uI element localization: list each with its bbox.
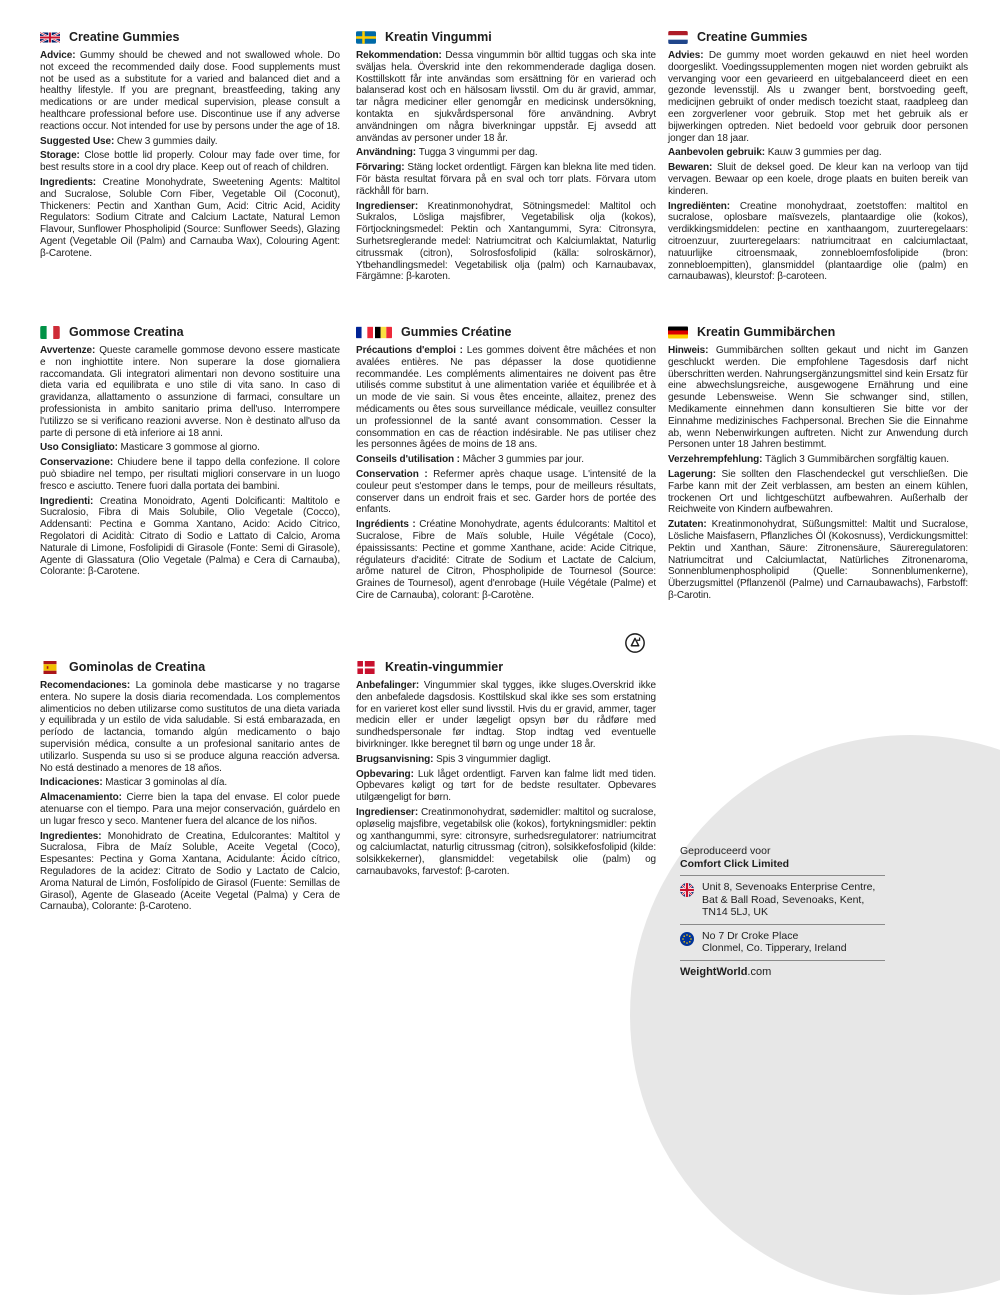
section-header (40, 30, 340, 44)
section-header (356, 325, 656, 339)
advice-text: Rekommendation: Dessa vingummin bör alltid tuggas och ska inte sväljas hela. Överskrid inte den rekommenderade dagliga dosen. Kosttillskott får inte användas som ersättning för en varierad och balanserad kost och en hälsosam livsstil. Om du är gravid, ammar, tar några mediciner eller genomgår en medicinsk undersökning, kontakta en sjukvårdspersonal före användning. Avbryt användningen om några biverkningar uppstår. Ej avsedd att användas av personer under 18 år. (356, 50, 656, 144)
storage-text: Conservation : Refermer après chaque usage. L'intensité de la couleur peut s'estomper dans le temps, pour de meilleurs résultats, conserver dans un endroit frais et sec. Garder hors de portée des enfants. (356, 468, 656, 516)
netherlands-flag-icon (668, 31, 688, 44)
triman-recycle-icon (624, 632, 646, 654)
denmark-flag-icon (356, 661, 376, 674)
ingredients-label: Zutaten: (668, 519, 707, 531)
storage-text: Almacenamiento: Cierre bien la tapa del envase. El color puede atenuarse con el tiempo. Para una mejor conservación, guárdelo en un lugar fresco y seco. Mantener fuera del alcance de los niños. (40, 792, 341, 827)
section-title: Gommose Creatina (69, 325, 184, 339)
ingredients-label: Ingredients: (40, 176, 97, 188)
storage-label: Conservazione: (40, 457, 114, 469)
storage-label: Förvaring: (356, 162, 405, 174)
section-header (356, 660, 656, 674)
ingredients-text: Zutaten: Kreatinmonohydrat, Süßungsmittel: Maltit und Sucralose, Lösliche Maisfasern, Pflanzliches Öl (Kokosnuss), Verdickungsmittel: Pektin und Xanthan, Säure: Zitronensäure, Säureregulatoren: Natriumcitrat und Calciumlactat, Natürliches Zitronenaroma, Sonnenblumenphospholipid (Quelle: Sonnenblumenkerne), Überzugsmittel (Pflanzenöl (Palme) und Carnaubawachs), Farbstoff: β-Carotin. (668, 519, 968, 601)
section-italian (40, 325, 340, 581)
storage-text: Bewaren: Sluit de deksel goed. De kleur kan na verloop van tijd vervagen. Bewaar op een koele, droge plaats en buiten bereik van kinderen. (668, 162, 968, 197)
section-swedish (356, 30, 656, 286)
section-title: Kreatin Gummibärchen (697, 325, 836, 339)
advice-label: Rekommendation: (356, 50, 442, 61)
section-german (668, 325, 968, 605)
italy-flag-icon (40, 326, 60, 339)
section-header (40, 660, 340, 674)
ingredients-text: Ingredientes: Monohidrato de Creatina, Edulcorantes: Maltitol y Sucralosa, Fibra de Maíz Soluble, Aceite Vegetal (Coco), Espesantes: Pectina y Goma Xantana, Acidulante: Ácido cítrico, Reguladores de la acidez: Citrato de Sodio y Lactato de Calcio, Aroma Natural de Limón, Fosfolípido de Girasol (Fuente: Semillas de Girasol), Agente de Glaseado (Aceite Vegetal (Palma) y Cera de Carnauba), Colorante: β-Caroteno. (40, 830, 340, 913)
suggested-use-text: Indicaciones: Masticar 3 gominolas al día. (40, 777, 227, 789)
storage-text: Opbevaring: Luk låget ordentligt. Farven kan falme lidt med tiden. Opbevares køligt og tørt for de bedste resultater. Opbevares utilgængeligt for børn. (356, 768, 656, 804)
advice-text: Recomendaciones: La gominola debe masticarse y no tragarse entera. No supere la dosis diaria recomendada. Los complementos alimenticios no deben utilizarse como sustitutos de una dieta variada y equilibrada y un estilo de vida saludable. Si está embarazada, en período de lactancia, tomando algún medicamento o bajo supervisión médica, consulte a un profesional sanitario antes de utilizarlo. Suspenda su uso si se produce alguna reacción adversa. No está destinado a menores de 18 años. (40, 680, 340, 774)
storage-label: Conservation : (356, 468, 428, 480)
germany-flag-icon (668, 326, 688, 339)
uk-address (680, 881, 910, 919)
advice-label: Avvertenze: (40, 345, 96, 356)
section-title: Creatine Gummies (697, 30, 808, 44)
suggested-use-text: Verzehrempfehlung: Täglich 3 Gummibärchen sorgfältig kauen. (668, 454, 949, 466)
background-circle (630, 735, 1000, 1295)
manufacturer-info (680, 845, 910, 978)
divider (680, 960, 885, 961)
suggested-use-text: Suggested Use: Chew 3 gummies daily. (40, 135, 218, 147)
section-title: Creatine Gummies (69, 30, 180, 44)
company-name: Comfort Click Limited (680, 857, 790, 870)
advice-label: Advies: (668, 50, 704, 61)
ingredients-label: Ingredienti: (40, 495, 94, 507)
suggested-use-text: Brugsanvisning: Spis 3 vingummier dagligt. (356, 753, 551, 765)
ingredients-label: Ingredientes: (40, 830, 102, 842)
advice-label: Advice: (40, 50, 76, 61)
divider (680, 924, 885, 925)
suggested-use-text: Conseils d'utilisation : Mâcher 3 gummies par jour. (356, 454, 584, 466)
ireland-address (680, 930, 910, 955)
uk-flag-icon (680, 883, 694, 897)
storage-text: Förvaring: Stäng locket ordentligt. Färgen kan blekna lite med tiden. För bästa resultat förvara på en sval och torr plats. Förvara utom räckhåll för barn. (356, 162, 656, 197)
storage-text: Storage: Close bottle lid properly. Colour may fade over time, for best results store in a cool dry place. Keep out of reach of children. (40, 150, 340, 174)
use-label: Uso Consigliato: (40, 442, 118, 454)
ingredients-text: Ingredienser: Kreatinmonohydrat, Sötningsmedel: Maltitol och Sukralos, Lösliga majsfibrer, Vegetabilisk olja (kokos), Förtjockningsmedel: Pektin och Xantangummi, Syra: Citronsyra, Surhetsreglerande medel: Natriumcitrat och Kalciumlaktat, Naturlig citrussmak (citron), Solrosfosfolipid (källa: solroskärnor), Ytbehandlingsmedel: Vegetabilisk olja (palm) och Karnaubavax, Färgämne: β-karoten. (356, 200, 656, 283)
advice-text: Avvertenze: Queste caramelle gommose devono essere masticate e non inghiottite intere. Non superare la dose giornaliera raccomandata. Gli integratori alimentari non devono sostituire una dieta varia ed equilibrata e uno stile di vita sano. In caso di gravidanza, allattamento o assunzione di farmaci, consultare un professionista in ambito sanitario prima dell'uso. Interrompere l'utilizzo se si verificano reazioni avverse. Non è destinato all'uso da parte di persone di età inferiore ai 18 anni. (40, 345, 340, 439)
section-header (356, 30, 656, 44)
advice-text: Anbefalinger: Vingummier skal tygges, ikke sluges.Overskrid ikke den anbefalede dagsdosis. Kosttilskud skal ikke ses som erstatning for en varieret kost eller sund livsstil. Hvis du er gravid, ammer, tager medicin eller er under lægeligt opsyn bør du rådføre med sundhedspersonale før indtag. Stop indtag ved eventuelle bivirkninger. Ikke beregnet til børn og unge under 18 år. (356, 680, 656, 750)
section-english (40, 30, 340, 263)
advice-text: Advies: De gummy moet worden gekauwd en niet heel worden doorgeslikt. Voedingssupplementen mogen niet worden gebruikt als vervanging voor een gevarieerd en uitgebalanceerd dieet en een gezonde levensstijl. Als u zwanger bent, borstvoeding geeft, medicijnen gebruikt of onder medisch toezicht staat, raadpleeg dan een zorgverlener voor gebruik. Stop met het gebruik als er bijwerkingen optreden. Niet bedoeld voor gebruik door personen jonger dan 18 jaar. (668, 50, 968, 144)
advice-text: Advice: Gummy should be chewed and not swallowed whole. Do not exceed the recommended daily dose. Food supplements must not be used as a substitute for a varied and balanced diet and a healthy lifestyle. If you are pregnant, breastfeeding, taking any medications or are under medical supervision, please consult a healthcare professional before use. Discontinue use if any adverse reactions occur. Not intended for use by persons under the age of 18. (40, 50, 340, 132)
ingredients-label: Ingrediënten: (668, 200, 731, 212)
ingredients-label: Ingredienser: (356, 200, 419, 212)
use-label: Brugsanvisning: (356, 753, 434, 765)
section-title: Gominolas de Creatina (69, 660, 206, 674)
section-title: Gummies Créatine (401, 325, 512, 339)
use-label: Suggested Use: (40, 135, 115, 147)
divider (680, 875, 885, 876)
use-label: Verzehrempfehlung: (668, 454, 763, 466)
advice-label: Précautions d'emploi : (356, 345, 463, 356)
ingredients-label: Ingredienser: (356, 806, 419, 818)
ingredients-text: Ingrediënten: Creatine monohydraat, zoetstoffen: maltitol en sucralose, oplosbare maïsvezels, plantaardige olie (kokos), verdikkingsmiddelen: pectine en xanthaangom, zuurteregelaars: citroenzuur, zuurteregelaars: natriumcitraat en calciumlactaat, natuurlijke citroensmaak, zonnebloemfosfolipide (bron: zonnebloempitten), glansmiddel (plantaardige olie (palm) en carnaubawas), kleurstof: β-caroteen. (668, 200, 968, 283)
section-danish (356, 660, 656, 881)
suggested-use-text: Användning: Tugga 3 vingummi per dag. (356, 147, 538, 159)
storage-label: Opbevaring: (356, 768, 414, 780)
ingredients-text: Ingredients: Creatine Monohydrate, Sweetening Agents: Maltitol and Sucralose, Soluble Corn Fiber, Vegetable Oil (Coconut), Thickeners: Pectin and Xanthan Gum, Acid: Citric Acid, Acidity Regulators: Sodium Citrate and Calcium Lactate, Natural Lemon Flavour, Sunflower Phospholipid (Source: Sunflower Seeds), Glazing Agent (Vegetable Oil (Palm) and Carnauba Wax), Colouring Agent: β-Carotene. (40, 176, 340, 259)
advice-label: Hinweis: (668, 345, 709, 356)
advice-text: Hinweis: Gummibärchen sollten gekaut und nicht im Ganzen geschluckt werden. Die empfohlene Tagesdosis darf nicht überschritten werden. Nahrungsergänzungsmittel sind kein Ersatz für eine abwechslungsreiche, ausgewogene Ernährung und eine gesunde Lebensweise. Wenn Sie schwanger sind, stillen, Medikamente einnehmen dann konsultieren Sie bitte vor der Einnahme medizinisches Fachpersonal. Brechen Sie die Einnahme ab, wenn Nebenwirkungen auftreten. Nicht zur Anwendung durch Personen unter 18 Jahren bestimmt. (668, 345, 968, 451)
storage-label: Lagerung: (668, 468, 716, 480)
section-header (668, 325, 968, 339)
use-label: Aanbevolen gebruik: (668, 147, 766, 159)
storage-label: Storage: (40, 150, 80, 162)
uk-flag-icon (40, 31, 60, 44)
ingredients-text: Ingredienser: Creatinmonohydrat, sødemidler: maltitol og sucralose, opløselig majsfibre, vegetabilsk olie (kokos), fortykningsmidler: pektin og xanthangummi, syre: citronsyre, surhedsregulatorer: natriumcitrat og calciumlactat, naturlig citrussmag (citron), solsikkefosfolipid (kilde: solsikkekerner), glansmiddel: vegetabilsk olie (palm) og carnaubavoks, farvestof: β-caroten. (356, 806, 656, 877)
use-label: Indicaciones: (40, 777, 103, 789)
ingredients-label: Ingrédients : (356, 519, 416, 531)
suggested-use-text: Uso Consigliato: Masticare 3 gommose al giorno. (40, 442, 260, 454)
address-line: Bat & Ball Road, Sevenoaks, Kent, (702, 893, 865, 906)
section-header (668, 30, 968, 44)
section-french (356, 325, 656, 605)
france-belgium-flag-icon (356, 326, 392, 339)
produced-for-text: Geproduceerd voor (680, 845, 771, 857)
advice-label: Anbefalinger: (356, 680, 420, 691)
ingredients-text: Ingrédients : Créatine Monohydrate, agents édulcorants: Maltitol et Sucralose, Fibre de Maïs soluble, Huile Végétale (Coco), épaississants: Pectine et gomme Xanthane, acide: Acide Citrique, régulateurs d'acidité: Citrate de Sodium et Lactate de Calcium, arôme naturel de Citron, Phospholipide de Tournesol (Source: Graines de Tournesol), agent d'enrobage (Huile Végétale (Palme) et Cire de Carnauba), colorant: β-Carotène. (356, 519, 656, 601)
website: WeightWorld.com (680, 965, 772, 978)
section-title: Kreatin-vingummier (385, 660, 504, 674)
storage-label: Almacenamiento: (40, 792, 122, 804)
advice-text: Précautions d'emploi : Les gommes doivent être mâchées et non avalées entières. Ne pas dépasser la dose quotidienne recommandée. Les compléments alimentaires ne doivent pas être utilisés comme substitut à une alimentation variée et équilibrée et à un mode de vie sain. Si vous êtes enceinte, allaitez, prenez des médicaments ou êtes sous surveillance médicale, veuillez consulter un professionnel de la santé avant consommation. Cesser la consommation en cas de réaction indésirable. Ne pas utiliser chez les personnes âgées de moins de 18 ans. (356, 345, 656, 451)
suggested-use-text: Aanbevolen gebruik: Kauw 3 gummies per dag. (668, 147, 882, 159)
ingredients-text: Ingredienti: Creatina Monoidrato, Agenti Dolcificanti: Maltitolo e Sucralosio, Fibra di Mais Solubile, Olio Vegetale (Cocco), Addensanti: Pectina e Gomma Xantano, Acido: Acido Citrico, Regolatori di Acidità: Citrato di Sodio e Lattato di Calcio, Aroma Naturale di Limone, Fosfolipidi di Girasole (Fonte: Semi di Girasole), Agente di Glassatura (Olio Vegetale (Palma) e Cera di Carnauba), Colorante: β-Carotene. (40, 495, 340, 578)
section-dutch (668, 30, 968, 286)
address-line: TN14 5LJ, UK (702, 906, 768, 918)
use-label: Användning: (356, 147, 417, 159)
storage-text: Lagerung: Sie sollten den Flaschendeckel gut verschließen. Die Farbe kann mit der Zeit verblassen, am besten an einem kühlen, trockenen Ort und lichtgeschützt aufbewahren. Außerhalb der Reichweite von Kindern aufbewahren. (668, 468, 968, 516)
storage-text: Conservazione: Chiudere bene il tappo della confezione. Il colore può sbiadire nel tempo, per risultati migliori conservare in un luogo fresco e asciutto. Tenere fuori dalla portata dei bambini. (40, 457, 340, 492)
section-title: Kreatin Vingummi (385, 30, 492, 44)
eu-flag-icon (680, 932, 694, 946)
spain-flag-icon (40, 661, 60, 674)
address-line: Clonmel, Co. Tipperary, Ireland (702, 942, 847, 954)
storage-label: Bewaren: (668, 162, 713, 174)
address-line: No 7 Dr Croke Place (702, 929, 799, 942)
section-spanish (40, 660, 340, 916)
section-header (40, 325, 340, 339)
advice-label: Recomendaciones: (40, 680, 131, 691)
address-line: Unit 8, Sevenoaks Enterprise Centre, (702, 881, 876, 893)
use-label: Conseils d'utilisation : (356, 454, 460, 466)
sweden-flag-icon (356, 31, 376, 44)
